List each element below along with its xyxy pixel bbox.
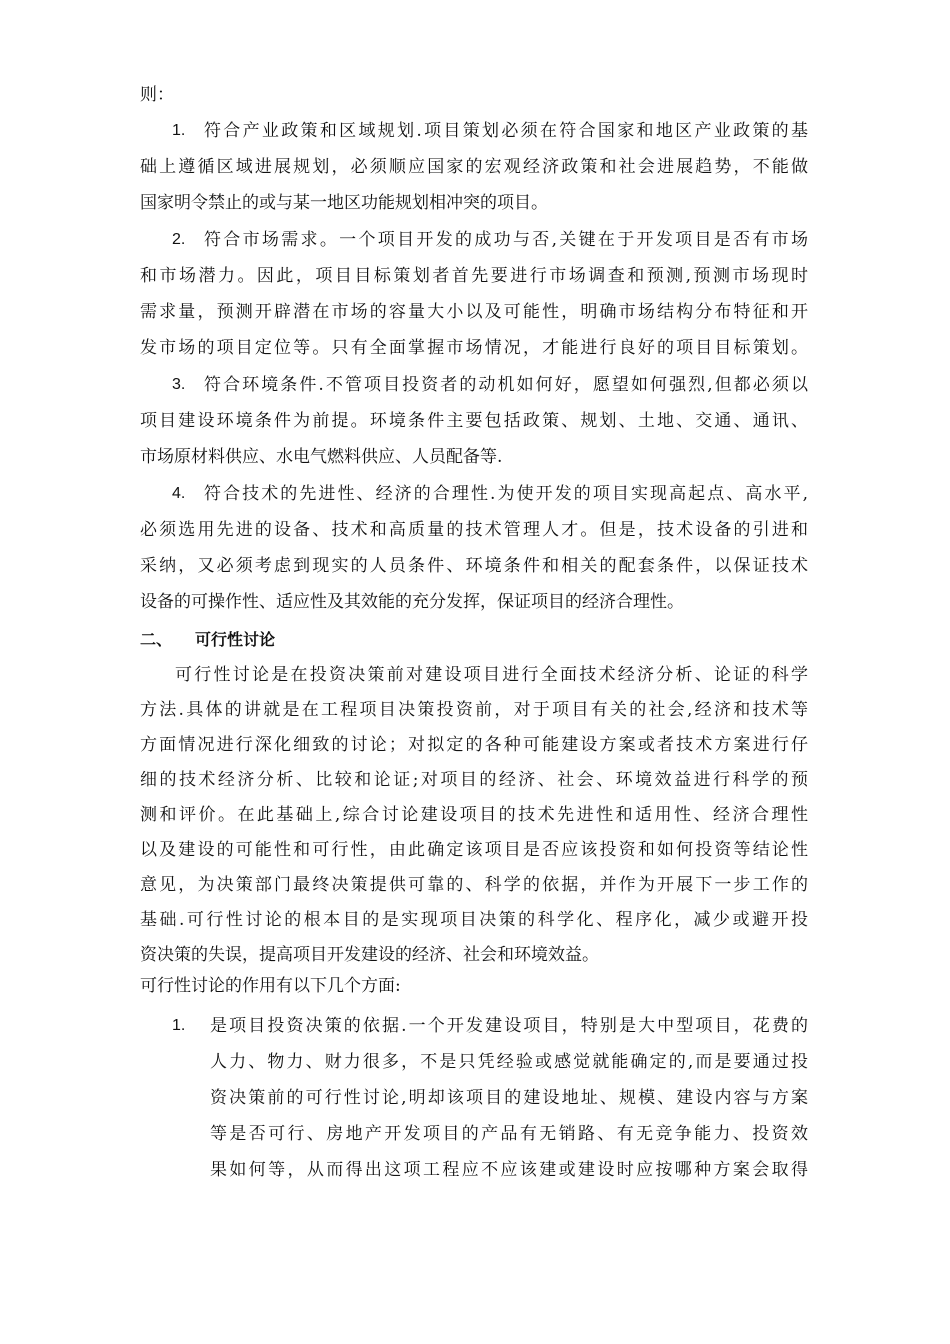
list-item-line: 设备的可操作性、适应性及其效能的充分发挥，保证项目的经济合理性。: [140, 592, 684, 612]
list-item-line: 项目建设环境条件为前提。环境条件主要包括政策、规划、土地、交通、通讯、: [140, 411, 808, 431]
list-item-line: 人力、物力、财力很多，不是只凭经验或感觉就能确定的,而是要通过投: [210, 1052, 808, 1072]
intro-line: 可行性讨论的作用有以下几个方面:: [140, 976, 401, 996]
paragraph-line: 方面情况进行深化细致的讨论；对拟定的各种可能建设方案或者技术方案进行仔: [140, 735, 808, 755]
list-number: 2.: [172, 231, 186, 248]
paragraph-line: 意见，为决策部门最终决策提供可靠的、科学的依据，并作为开展下一步工作的: [140, 875, 808, 895]
paragraph-line: 测和评价。在此基础上,综合讨论建设项目的技术先进性和适用性、经济合理性: [140, 805, 808, 825]
list-item-line: 等是否可行、房地产开发项目的产品有无销路、有无竞争能力、投资效: [210, 1124, 808, 1144]
paragraph-line: 资决策的失误，提高项目开发建设的经济、社会和环境效益。: [140, 945, 599, 965]
list-item-line: 必须选用先进的设备、技术和高质量的技术管理人才。但是，技术设备的引进和: [140, 520, 808, 540]
list-item-line: 资决策前的可行性讨论,明却该项目的建设地址、规模、建设内容与方案: [210, 1088, 808, 1108]
paragraph-line: 基础.可行性讨论的根本目的是实现项目决策的科学化、程序化，减少或避开投: [140, 910, 808, 930]
list-item-line: 国家明令禁止的或与某一地区功能规划相冲突的项目。: [140, 193, 548, 213]
list-item-line: 符合技术的先进性、经济的合理性.为使开发的项目实现高起点、高水平,: [204, 484, 808, 504]
list-number: 1.: [172, 1017, 186, 1034]
paragraph-line: 以及建设的可能性和可行性，由此确定该项目是否应该投资和如何投资等结论性: [140, 840, 808, 860]
section-number: 二、: [140, 630, 173, 649]
list-number: 1.: [172, 122, 186, 139]
list-number: 3.: [172, 376, 186, 393]
paragraph-line: 方法.具体的讲就是在工程项目决策投资前，对于项目有关的社会,经济和技术等: [140, 700, 808, 720]
list-item-line: 果如何等，从而得出这项工程应不应该建或建设时应按哪种方案会取得: [210, 1160, 808, 1180]
lead-text: 则：: [140, 85, 174, 105]
list-item-line: 市场原材料供应、水电气燃料供应、人员配备等.: [140, 447, 503, 467]
list-item-line: 符合市场需求。一个项目开发的成功与否,关键在于开发项目是否有市场: [204, 230, 808, 250]
section-title: 可行性讨论: [195, 630, 276, 649]
paragraph-line: 可行性讨论是在投资决策前对建设项目进行全面技术经济分析、论证的科学: [175, 665, 808, 685]
list-item-line: 是项目投资决策的依据.一个开发建设项目，特别是大中型项目，花费的: [210, 1016, 808, 1036]
list-item-line: 础上遵循区域进展规划，必须顺应国家的宏观经济政策和社会进展趋势，不能做: [140, 157, 808, 177]
paragraph-line: 细的技术经济分析、比较和论证;对项目的经济、社会、环境效益进行科学的预: [140, 770, 808, 790]
list-number: 4.: [172, 485, 186, 502]
list-item-line: 需求量，预测开辟潜在市场的容量大小以及可能性，明确市场结构分布特征和开: [140, 302, 808, 322]
list-item-line: 采纳，又必须考虑到现实的人员条件、环境条件和相关的配套条件，以保证技术: [140, 556, 808, 576]
list-item-line: 符合环境条件.不管项目投资者的动机如何好，愿望如何强烈,但都必须以: [204, 375, 808, 395]
list-item-line: 符合产业政策和区域规划.项目策划必须在符合国家和地区产业政策的基: [204, 121, 808, 141]
list-item-line: 和市场潜力。因此，项目目标策划者首先要进行市场调查和预测,预测市场现时: [140, 266, 808, 286]
list-item-line: 发市场的项目定位等。只有全面掌握市场情况，才能进行良好的项目目标策划。: [140, 338, 808, 358]
